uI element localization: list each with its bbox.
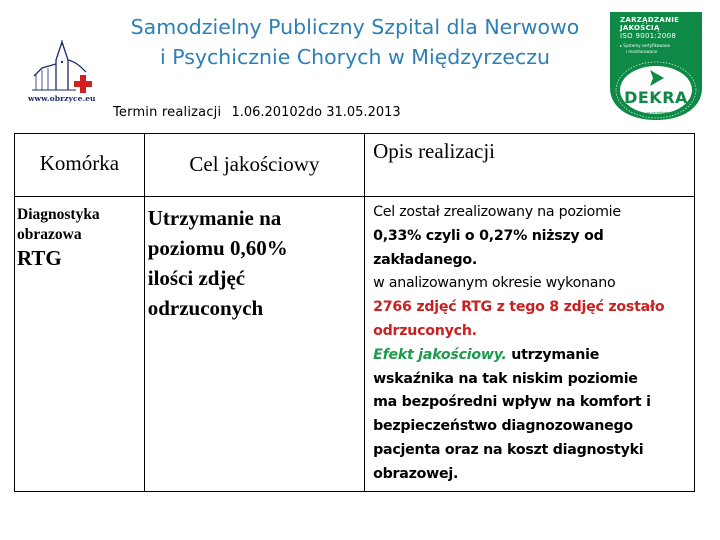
badge-line-5: i monitorowane	[626, 49, 658, 54]
goal-line: odrzuconych	[147, 296, 264, 320]
desc-line: zakładanego.	[373, 251, 477, 268]
desc-line: obrazowej.	[373, 465, 459, 482]
term-line	[113, 105, 401, 120]
desc-line: bezpieczeństwo diagnozowanego	[373, 418, 633, 435]
unit-line-2: obrazowa	[17, 226, 82, 243]
badge-line-1: ZARZĄDZANIE JAKOŚCIĄ	[620, 16, 680, 32]
badge-line-4: ▸ Systemy certyfikowane	[620, 43, 670, 48]
goal-line: ilości zdjęć	[147, 266, 246, 290]
quality-effect-label: Efekt jakościowy.	[373, 346, 507, 363]
table-row	[15, 197, 695, 492]
term-value: 1.06.20102do 31.05.2013	[231, 105, 401, 120]
desc-line: wskaźnika na tak niskim poziomie	[373, 370, 638, 387]
unit-line-1: Diagnostyka	[17, 206, 100, 223]
unit-line-3: RTG	[17, 246, 62, 270]
term-label: Termin realizacji	[113, 105, 222, 120]
desc-line: 0,33% czyli o 0,27% niższy od	[373, 227, 604, 244]
unit-cell	[15, 197, 145, 492]
desc-line	[373, 344, 694, 368]
goal-line: poziomu 0,60%	[147, 236, 288, 260]
desc-line: ma bezpośredni wpływ na komfort i	[373, 394, 651, 411]
header-cell-goal: Cel jakościowy	[144, 134, 364, 197]
header-cell-unit: Komórka	[15, 134, 145, 197]
logo-url-text: www.obrzyce.eu	[28, 94, 96, 103]
goal-line: Utrzymanie na	[147, 206, 282, 230]
quality-goal-table	[14, 133, 695, 492]
header-cell-description: Opis realizacji	[365, 134, 695, 197]
desc-line: pacjenta oraz na koszt diagnostyki	[373, 441, 644, 458]
iso-certification-badge	[608, 10, 704, 122]
desc-text: utrzymanie	[506, 346, 600, 363]
badge-brand: DEKRA	[624, 88, 688, 107]
description-cell	[365, 197, 695, 492]
title-line-1: Samodzielny Publiczny Szpital dla Nerwowo	[130, 15, 580, 39]
title-line-2: i Psychicznie Chorych w Międzyrzeczu	[159, 45, 551, 69]
desc-line: Cel został zrealizowany na poziomie	[373, 204, 621, 220]
desc-line-highlight: 2766 zdjęć RTG z tego 8 zdjęć zostało	[373, 299, 665, 316]
page-title	[90, 12, 620, 72]
badge-iso-text: ISO 9001:2008	[620, 32, 677, 40]
badge-number: nr certyfikatu	[646, 110, 670, 115]
desc-line: w analizowanym okresie wykonano	[373, 275, 616, 292]
desc-line-highlight: odrzuconych.	[373, 322, 477, 339]
goal-cell	[144, 197, 364, 492]
table-header-row	[15, 134, 695, 197]
